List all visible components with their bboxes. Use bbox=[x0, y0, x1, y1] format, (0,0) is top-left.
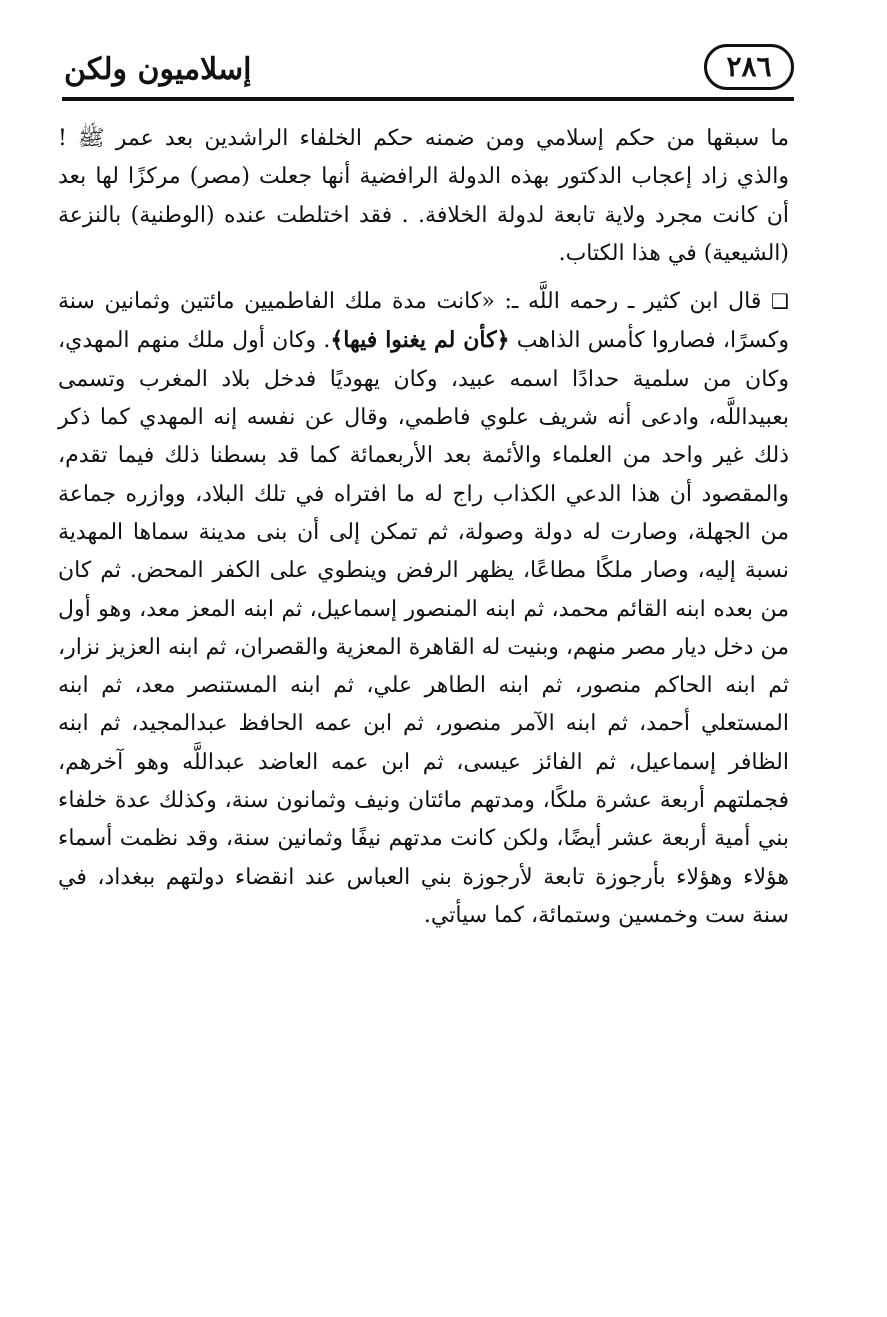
book-title: إسلاميون ولكن bbox=[64, 52, 252, 87]
quote-text-rest: . وكان أول ملك منهم المهدي، وكان من سلمية حدادًا اسمه عبيد، وكان يهوديًا فدخل بلاد المغرب وتسمى بعبيداللَّه، وادعى أنه شريف علوي فاطمي، وقال عن نفسه إنه المهدي كما ذكر ذلك غير واحد من العلماء والأئمة بعد الأربعمائة كما قد بسطنا ذلك فيما تقدم، والمقصود أن هذا الدعي الكذاب راج له ما افتراه في تلك البلاد، ووازره جماعة من الجهلة، وصارت له دولة وصولة، ثم تمكن إلى أن بنى مدينة سماها المهدية نسبة إليه، وصار ملكًا مطاعًا، يظهر الرفض وينطوي على الكفر المحض. ثم كان من بعده ابنه القائم محمد، ثم ابنه المنصور إسماعيل، ثم ابنه المعز معد، وهو أول من دخل ديار مصر منهم، وبنيت له القاهرة المعزية والقصران، ثم ابنه العزيز نزار، ثم ابنه الحاكم منصور، ثم ابنه الطاهر علي، ثم ابنه المستنصر معد، ثم ابنه المستعلي أحمد، ثم ابنه الآمر منصور، ثم ابن عمه الحافظ عبدالمجيد، ثم ابنه الظافر إسماعيل، ثم الفائز عيسى، ثم ابن عمه العاضد عبداللَّه وهو آخرهم، فجملتهم أربعة عشرة ملكًا، ومدتهم مائتان ونيف وثمانون سنة، وكذلك عدة خلفاء بني أمية أربعة عشر أيضًا، ولكن كانت مدتهم نيفًا وثمانين سنة، وقد نظمت أسماء هؤلاء وهؤلاء بأرجوزة تابعة لأرجوزة بني العباس عند انقضاء دولتهم ببغداد، في سنة ست وخمسين وستمائة، كما سيأتي. bbox=[58, 328, 789, 928]
header-rule bbox=[62, 97, 794, 101]
paragraph-2 bbox=[58, 282, 789, 935]
paragraph-1: ما سبقها من حكم إسلامي ومن ضمنه حكم الخلفاء الراشدين بعد عمر ﷺ ! والذي زاد إعجاب الدكتور بهذه الدولة الرافضية أنها جعلت (مصر) مركزًا لها بعد أن كانت مجرد ولاية تابعة لدولة الخلافة. . فقد اختلطت عنده (الوطنية) بالنزعة (الشيعية) في هذا الكتاب. bbox=[58, 126, 789, 266]
quote-text-start: قال ابن كثير ـ رحمه اللَّه ـ: «كانت مدة ملك الفاطميين مائتين وثمانين سنة وكسرًا، فصاروا كأمس الذاهب bbox=[58, 289, 789, 354]
page-number: ٢٨٦ bbox=[726, 50, 772, 83]
paragraph-marker-icon: ❑ bbox=[771, 289, 789, 314]
quran-quote: ﴿كأن لم يغنوا فيها﴾ bbox=[330, 327, 510, 354]
main-text bbox=[58, 120, 789, 935]
running-header bbox=[62, 44, 794, 98]
page-number-badge bbox=[704, 44, 794, 90]
